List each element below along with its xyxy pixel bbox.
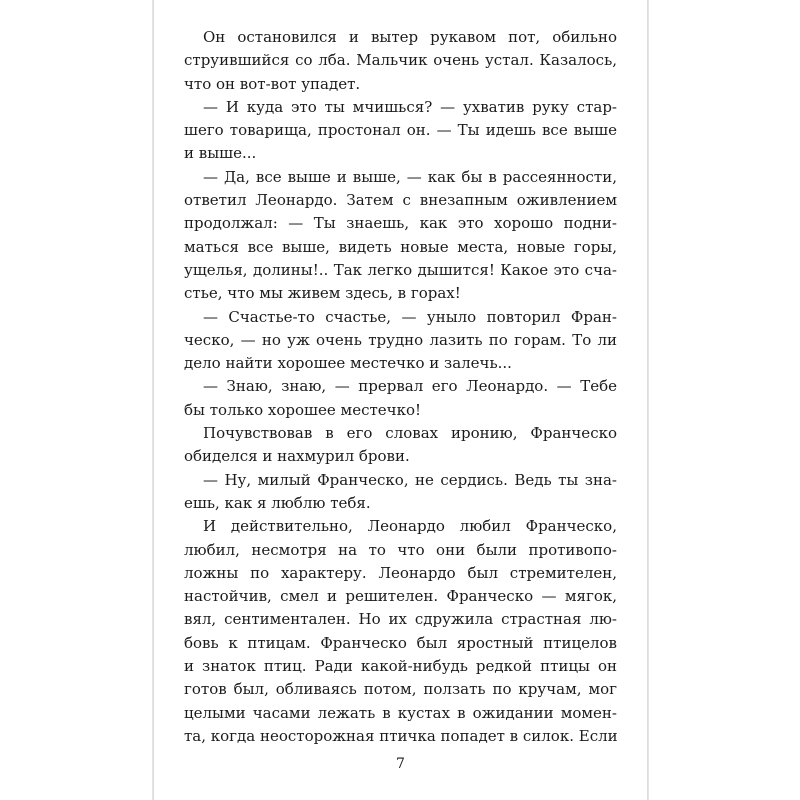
text-line: ответил Леонардо. Затем с внезапным оживлением: [184, 191, 617, 210]
text-line: — Счастье-то счастье, — уныло повторил Фран-: [203, 307, 617, 326]
text-line: ущелья, долины!.. Так легко дышится! Какое это сча-: [184, 260, 617, 279]
text-line: Почувствовав в его словах иронию, Франческо: [203, 424, 617, 443]
paragraph: [184, 306, 617, 376]
text-line: маться все выше, видеть новые места, новые горы,: [184, 237, 617, 256]
text-line: настойчив, смел и решителен. Франческо — мягок,: [184, 587, 617, 606]
text-line: ческо, — но уж очень трудно лазить по горам. То ли: [184, 330, 617, 349]
paragraph: [184, 515, 617, 748]
text-line: ложны по характеру. Леонардо был стремителен,: [184, 563, 617, 582]
paragraph: [184, 166, 617, 306]
text-line: — Ну, милый Франческо, не сердись. Ведь ты зна-: [203, 470, 617, 489]
paragraph: [184, 375, 617, 422]
text-line: что он вот-вот упадет.: [184, 74, 361, 93]
text-line: — Да, все выше и выше, — как бы в рассеянности,: [203, 167, 617, 186]
text-line: И действительно, Леонардо любил Франческо,: [203, 517, 617, 536]
text-line: струившийся со лба. Мальчик очень устал. Казалось,: [184, 51, 617, 70]
text-line: — Знаю, знаю, — прервал его Леонардо. — Тебе: [203, 377, 617, 396]
text-line: готов был, обливаясь потом, ползать по кручам, мог: [184, 680, 617, 699]
paragraph: [184, 96, 617, 166]
text-line: стье, что мы живем здесь, в горах!: [184, 284, 461, 303]
text-line: — И куда это ты мчишься? — ухватив руку стар-: [203, 97, 617, 116]
text-line: бовь к птицам. Франческо был яростный птицелов: [184, 633, 617, 652]
page-text: [184, 26, 617, 748]
book-page: [153, 0, 648, 800]
text-line: шего товарища, простонал он. — Ты идешь все выше: [184, 121, 617, 140]
text-line: та, когда неосторожная птичка попадет в силок. Если: [184, 726, 618, 745]
paragraph: [184, 469, 617, 516]
text-line: продолжал: — Ты знаешь, как это хорошо подни-: [184, 214, 617, 233]
text-line: целыми часами лежать в кустах в ожидании момен-: [184, 703, 617, 722]
paragraph: [184, 26, 617, 96]
text-line: вял, сентиментален. Но их сдружила страстная лю-: [184, 610, 617, 629]
text-line: дело найти хорошее местечко и залечь...: [184, 354, 512, 373]
text-line: обиделся и нахмурил брови.: [184, 447, 410, 466]
text-line: любил, несмотря на то что они были противопо-: [184, 540, 617, 559]
text-line: и знаток птиц. Ради какой-нибудь редкой птицы он: [184, 657, 617, 676]
text-line: ешь, как я люблю тебя.: [184, 493, 371, 512]
text-line: бы только хорошее местечко!: [184, 400, 421, 419]
page-number: 7: [396, 756, 405, 772]
text-line: Он остановился и вытер рукавом пот, обильно: [203, 28, 617, 46]
text-line: и выше...: [184, 144, 257, 163]
paragraph: [184, 422, 617, 469]
